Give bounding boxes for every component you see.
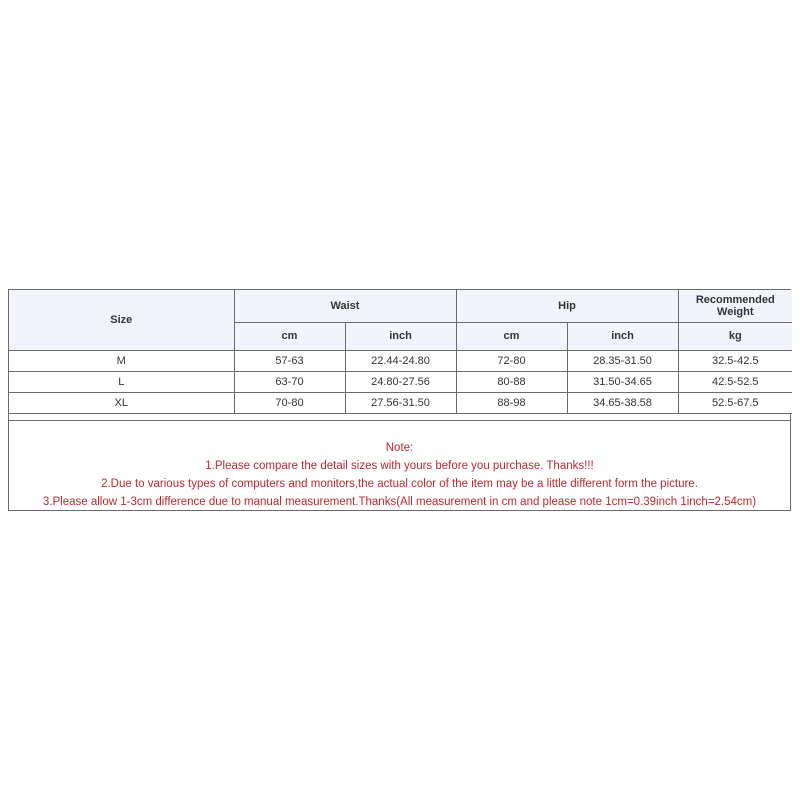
- hip-inch-header: inch: [567, 322, 678, 350]
- notes-section: [9, 420, 790, 510]
- waist-cm-cell: 70-80: [234, 392, 345, 413]
- size-cell: XL: [9, 392, 234, 413]
- hip-cm-cell: 80-88: [456, 371, 567, 392]
- hip-header: Hip: [456, 290, 678, 322]
- waist-header: Waist: [234, 290, 456, 322]
- note-title: Note:: [385, 442, 414, 454]
- size-cell: L: [9, 371, 234, 392]
- weight-kg-header: kg: [678, 322, 792, 350]
- weight-kg-cell: 52.5-67.5: [678, 392, 792, 413]
- waist-cm-header: cm: [234, 322, 345, 350]
- hip-cm-cell: 88-98: [456, 392, 567, 413]
- weight-kg-cell: 32.5-42.5: [678, 350, 792, 371]
- table-row: [9, 371, 792, 392]
- size-header: Size: [9, 290, 234, 350]
- table-row: [9, 392, 792, 413]
- size-table: [9, 290, 792, 414]
- waist-cm-cell: 63-70: [234, 371, 345, 392]
- waist-inch-header: inch: [345, 322, 456, 350]
- hip-inch-cell: 28.35-31.50: [567, 350, 678, 371]
- note-line-3: 3.Please allow 1-3cm difference due to manual measurement.Thanks(All measurement in cm and please note 1cm=0.39inch 1inch=2.54cm): [42, 496, 757, 508]
- weight-kg-cell: 42.5-52.5: [678, 371, 792, 392]
- weight-header: Recommended Weight: [678, 290, 792, 322]
- waist-inch-cell: 27.56-31.50: [345, 392, 456, 413]
- waist-cm-cell: 57-63: [234, 350, 345, 371]
- note-line-2: 2.Due to various types of computers and monitors,the actual color of the item may be a little different form the picture.: [101, 478, 698, 490]
- note-line-1: 1.Please compare the detail sizes with yours before you purchase. Thanks!!!: [205, 460, 594, 472]
- hip-cm-header: cm: [456, 322, 567, 350]
- size-cell: M: [9, 350, 234, 371]
- table-row: [9, 350, 792, 371]
- size-chart: [8, 289, 791, 511]
- hip-inch-cell: 31.50-34.65: [567, 371, 678, 392]
- hip-cm-cell: 72-80: [456, 350, 567, 371]
- hip-inch-cell: 34.65-38.58: [567, 392, 678, 413]
- waist-inch-cell: 24.80-27.56: [345, 371, 456, 392]
- waist-inch-cell: 22.44-24.80: [345, 350, 456, 371]
